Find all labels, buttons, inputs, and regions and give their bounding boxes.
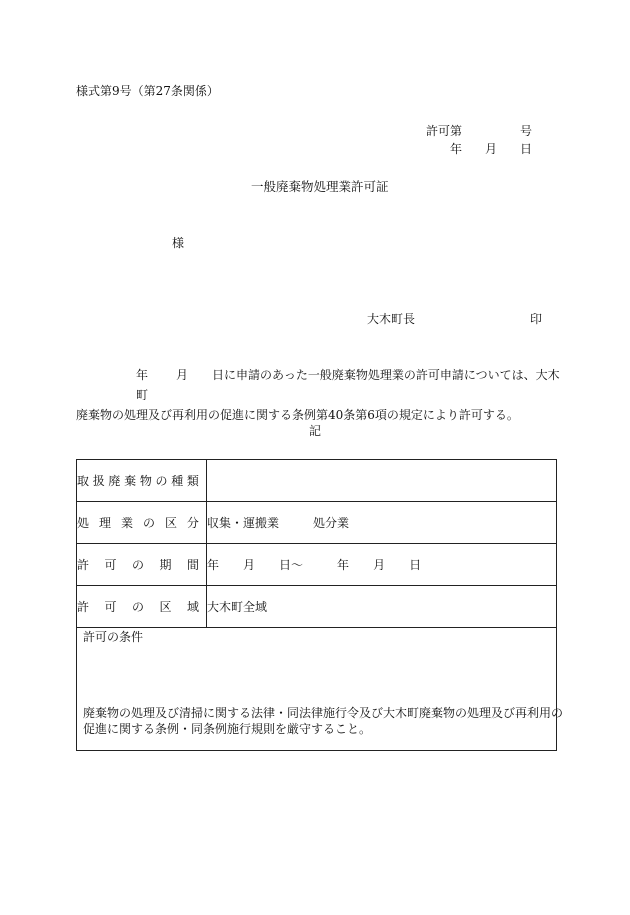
label-char: 業 xyxy=(120,516,133,530)
form-number: 様式第9号（第27条関係） xyxy=(76,84,219,98)
label-char: の xyxy=(131,558,144,572)
permit-period-value xyxy=(207,544,557,586)
business-type-value xyxy=(207,502,557,544)
permit-period-label xyxy=(77,544,207,586)
label-char: 許 xyxy=(77,600,90,614)
seal-mark: 印 xyxy=(530,312,543,326)
date-month-label: 月 xyxy=(485,142,498,156)
label-chars xyxy=(77,514,206,531)
permit-statement xyxy=(76,365,561,425)
label-chars xyxy=(77,472,206,489)
label-char: の xyxy=(131,600,144,614)
permit-conditions-heading: 許可の条件 xyxy=(83,630,144,644)
label-char: 種 xyxy=(171,474,184,488)
label-char: 区 xyxy=(159,600,172,614)
label-char: 分 xyxy=(186,516,199,530)
label-char: の xyxy=(142,516,155,530)
period-start-month: 月 xyxy=(243,558,256,572)
label-char: 物 xyxy=(139,474,152,488)
label-char: 可 xyxy=(104,600,117,614)
permit-conditions-line-1: 廃棄物の処理及び清掃に関する法律・同法律施行令及び大木町廃棄物の処理及び再利用の xyxy=(83,706,564,720)
issuer-name: 大木町長 xyxy=(367,312,416,326)
period-start-year: 年 xyxy=(207,558,220,572)
business-type-label xyxy=(77,502,207,544)
recipient-honorific: 様 xyxy=(172,236,185,250)
period-end-day: 日 xyxy=(409,558,422,572)
table-row xyxy=(77,502,557,544)
waste-type-label xyxy=(77,460,207,502)
statement-line-1-rest: 日に申請のあった一般廃棄物処理業の許可申請については、大木町 xyxy=(136,368,560,402)
document-title: 一般廃棄物処理業許可証 xyxy=(251,179,389,194)
table-row xyxy=(77,460,557,502)
ki-heading: 記 xyxy=(309,424,322,438)
table-row xyxy=(77,628,557,751)
label-char: 許 xyxy=(77,558,90,572)
label-char: 理 xyxy=(98,516,111,530)
statement-month: 月 xyxy=(176,368,189,382)
period-end-month: 月 xyxy=(373,558,386,572)
permit-number-suffix: 号 xyxy=(520,124,533,138)
period-start-day: 日～ xyxy=(279,558,304,572)
table-row xyxy=(77,586,557,628)
business-type-collection: 収集・運搬業 xyxy=(207,516,280,530)
period-end-year: 年 xyxy=(337,558,350,572)
permit-area-value: 大木町全域 xyxy=(207,586,557,628)
label-char: 可 xyxy=(104,558,117,572)
label-char: 期 xyxy=(159,558,172,572)
statement-line-1 xyxy=(76,365,561,405)
permit-conditions-line-2: 促進に関する条例・同条例施行規則を厳守すること。 xyxy=(83,722,372,736)
permit-number-label: 許可第 xyxy=(426,124,463,138)
permit-conditions-cell xyxy=(77,628,564,751)
label-char: の xyxy=(155,474,168,488)
label-char: 処 xyxy=(77,516,90,530)
label-char: 廃 xyxy=(108,474,121,488)
label-char: 取 xyxy=(77,474,90,488)
label-char: 類 xyxy=(186,474,199,488)
label-char: 域 xyxy=(186,600,199,614)
label-chars xyxy=(77,598,206,615)
waste-type-value xyxy=(207,460,557,502)
label-char: 棄 xyxy=(124,474,137,488)
date-year-label: 年 xyxy=(450,142,463,156)
permit-area-label xyxy=(77,586,207,628)
label-chars xyxy=(77,556,206,573)
label-char: 扱 xyxy=(92,474,105,488)
label-char: 区 xyxy=(164,516,177,530)
permit-details-table xyxy=(76,459,564,751)
business-type-disposal: 処分業 xyxy=(313,516,350,530)
table-row xyxy=(77,544,557,586)
statement-year: 年 xyxy=(136,368,149,382)
statement-line-2: 廃棄物の処理及び再利用の促進に関する条例第40条第6項の規定により許可する。 xyxy=(76,408,519,422)
label-char: 間 xyxy=(186,558,199,572)
date-day-label: 日 xyxy=(520,142,533,156)
